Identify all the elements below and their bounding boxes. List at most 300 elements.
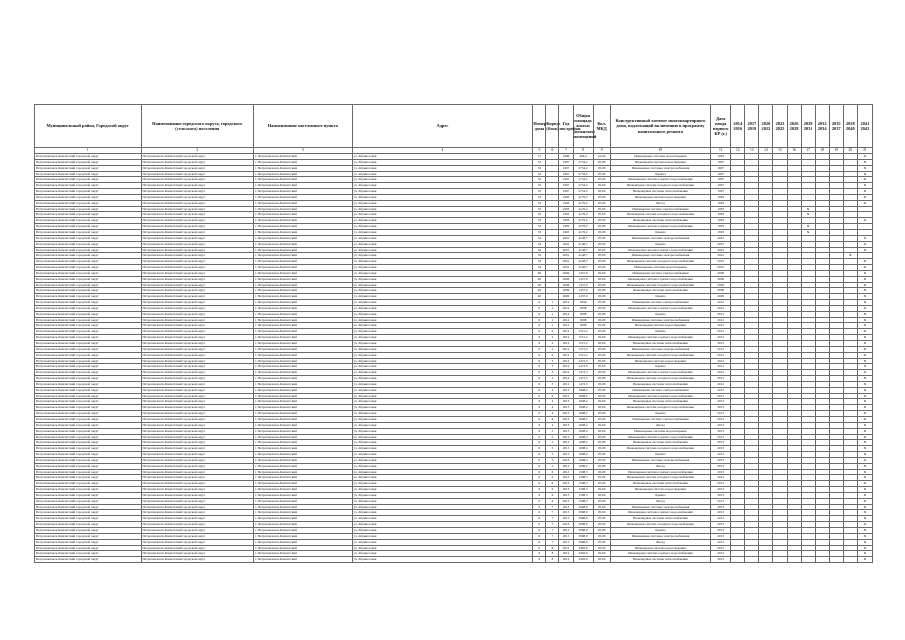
cell-build-year: 2012 [559,381,573,387]
cell-first-repair-year: 2012 [711,300,731,306]
cell-district: Петропавловск-Камчатский городской округ [35,358,142,364]
cell-period-mark [759,557,773,563]
cell-street: ул. Абрикосовая [352,259,533,265]
cell-area: 1848,2 [573,422,593,428]
cell-period-mark: X [857,235,872,241]
column-header: 2029 2031 [801,105,815,148]
cell-period-mark: X [857,276,872,282]
cell-district: Петропавловск-Камчатский городской округ [35,393,142,399]
cell-first-repair-year: 2013 [711,422,731,428]
cell-street: ул. Абрикосовая [352,247,533,253]
cell-block: 1 [546,317,559,323]
cell-block: 4 [546,422,559,428]
cell-settlement: Петропавловск-Камчатский городской округ [141,481,254,487]
cell-first-repair-year: 2012 [711,341,731,347]
cell-area: 3098 [573,323,593,329]
cell-house-number: 6 [533,533,546,539]
cell-locality: г. Петропавловск-Камчатский [254,405,352,411]
cell-period-mark: X [857,399,872,405]
column-number: 4 [352,148,533,154]
cell-settlement: Петропавловск-Камчатский городской округ [141,422,254,428]
cell-period-mark: X [857,288,872,294]
cell-area: 3968,0 [573,510,593,516]
cell-structural-element: Инженерная система водоотведения [610,487,710,493]
cell-build-year: 2013 [559,463,573,469]
cell-period-mark: X [857,492,872,498]
cell-build-year: 2013 [559,487,573,493]
cell-house-number: 6 [533,399,546,405]
cell-district: Петропавловск-Камчатский городской округ [35,387,142,393]
cell-district: Петропавловск-Камчатский городской округ [35,200,142,206]
cell-structural-element: Инженерные системы электроснабжения [610,235,710,241]
cell-settlement: Петропавловск-Камчатский городской округ [141,352,254,358]
cell-build-year: 1993 [559,206,573,212]
cell-settlement: Петропавловск-Камчатский городской округ [141,346,254,352]
column-header: 2038 2040 [843,105,857,148]
cell-first-repair-year: 2012 [711,311,731,317]
cell-first-repair-year: 2012 [711,305,731,311]
cell-street: ул. Абрикосовая [352,241,533,247]
cell-settlement: Петропавловск-Камчатский городской округ [141,229,254,235]
cell-first-repair-year: 1997 [711,165,731,171]
cell-period-mark: X [857,416,872,422]
cell-settlement: Петропавловск-Камчатский городской округ [141,539,254,545]
cell-house-number: 32 [533,165,546,171]
cell-district: Петропавловск-Камчатский городской округ [35,481,142,487]
cell-locality: г. Петропавловск-Камчатский [254,229,352,235]
cell-house-number: 6 [533,539,546,545]
cell-area: 1515,2 [573,352,593,358]
cell-street: ул. Абрикосовая [352,481,533,487]
cell-settlement: Петропавловск-Камчатский городской округ [141,341,254,347]
cell-structural-element: Инженерные системы электроснабжения [610,317,710,323]
cell-locality: г. Петропавловск-Камчатский [254,545,352,551]
cell-building-count: 05,00 [593,259,610,265]
column-number: 1 [35,148,142,154]
cell-first-repair-year: 2012 [711,381,731,387]
cell-period-mark: X [857,200,872,206]
cell-structural-element: Инженерная система горячего водоснабжения [610,224,710,230]
column-header: Кол. МКД [593,105,610,148]
cell-first-repair-year: 1993 [711,224,731,230]
cell-structural-element: Фасад [610,539,710,545]
cell-locality: г. Петропавловск-Камчатский [254,346,352,352]
cell-district: Петропавловск-Камчатский городской округ [35,177,142,183]
cell-house-number: 6 [533,370,546,376]
cell-street: ул. Абрикосовая [352,177,533,183]
cell-period-mark: X [801,229,815,235]
cell-structural-element: Инженерные системы теплоснабжения [610,189,710,195]
cell-period-mark [731,557,745,563]
cell-locality: г. Петропавловск-Камчатский [254,294,352,300]
cell-build-year: 2013 [559,434,573,440]
cell-area: 4148,7 [573,247,593,253]
cell-settlement: Петропавловск-Камчатский городской округ [141,300,254,306]
cell-structural-element: Инженерные системы теплоснабжения [610,557,710,563]
cell-area: 3402,9 [573,551,593,557]
cell-build-year: 2006 [559,276,573,282]
cell-house-number: 6 [533,516,546,522]
cell-locality: г. Петропавловск-Камчатский [254,259,352,265]
cell-block: 5 [546,428,559,434]
cell-structural-element: Крыша [610,411,710,417]
cell-first-repair-year: 2013 [711,492,731,498]
cell-structural-element: Инженерная система холодного водоснабжения [610,446,710,452]
cell-building-count: 05,00 [593,300,610,306]
cell-street: ул. Абрикосовая [352,399,533,405]
cell-build-year: 2013 [559,498,573,504]
cell-street: ул. Абрикосовая [352,341,533,347]
column-number: 7 [559,148,573,154]
cell-building-count: 05,00 [593,405,610,411]
cell-build-year: 2013 [559,452,573,458]
cell-build-year: 2012 [559,311,573,317]
cell-locality: г. Петропавловск-Камчатский [254,224,352,230]
cell-period-mark: X [857,346,872,352]
cell-area: 1472,3 [573,370,593,376]
cell-first-repair-year: 2006 [711,294,731,300]
cell-district: Петропавловск-Камчатский городской округ [35,381,142,387]
cell-first-repair-year: 2012 [711,557,731,563]
cell-house-number: 6 [533,487,546,493]
cell-house-number: 32 [533,189,546,195]
cell-settlement: Петропавловск-Камчатский городской округ [141,376,254,382]
cell-locality: г. Петропавловск-Камчатский [254,177,352,183]
cell-first-repair-year: 2013 [711,498,731,504]
column-header: Адрес [352,105,533,148]
cell-settlement: Петропавловск-Камчатский городской округ [141,469,254,475]
cell-area: 1515,2 [573,335,593,341]
cell-area: 4176,2 [573,224,593,230]
cell-build-year: 2006 [559,282,573,288]
cell-street: ул. Абрикосовая [352,218,533,224]
cell-build-year: 2012 [559,370,573,376]
cell-build-year: 2013 [559,492,573,498]
cell-area: 1608,4 [573,434,593,440]
cell-structural-element: Инженерная система электроснабжения [610,206,710,212]
cell-structural-element: Инженерная система холодного водоснабжения [610,475,710,481]
cell-first-repair-year: 2001 [711,241,731,247]
cell-first-repair-year: 2012 [711,335,731,341]
cell-build-year: 1997 [559,165,573,171]
cell-building-count: 05,00 [593,346,610,352]
column-number: 21 [857,148,872,154]
cell-build-year: 2012 [559,317,573,323]
cell-build-year: 2013 [559,510,573,516]
cell-block: 7 [546,533,559,539]
cell-first-repair-year: 2013 [711,510,731,516]
cell-period-mark: X [857,440,872,446]
cell-settlement: Петропавловск-Камчатский городской округ [141,416,254,422]
cell-settlement: Петропавловск-Камчатский городской округ [141,224,254,230]
cell-area: 1848,2 [573,393,593,399]
cell-first-repair-year: 2013 [711,416,731,422]
cell-build-year: 2013 [559,528,573,534]
cell-house-number: 40 [533,294,546,300]
cell-structural-element: Инженерная система холодного водоснабжения [610,212,710,218]
cell-period-mark: X [857,317,872,323]
cell-area: 1515,2 [573,346,593,352]
cell-house-number: 6 [533,335,546,341]
column-header: Наименование городского округа, городского (сельского) поселения [141,105,254,148]
cell-district: Петропавловск-Камчатский городской округ [35,341,142,347]
cell-block: 7 [546,510,559,516]
cell-building-count: 05,00 [593,294,610,300]
cell-settlement: Петропавловск-Камчатский городской округ [141,259,254,265]
cell-house-number: 34 [533,235,546,241]
cell-street: ул. Абрикосовая [352,352,533,358]
cell-settlement: Петропавловск-Камчатский городской округ [141,218,254,224]
cell-first-repair-year: 2013 [711,539,731,545]
cell-build-year: 2013 [559,481,573,487]
cell-area: 2754,2 [573,165,593,171]
cell-street: ул. Абрикосовая [352,229,533,235]
cell-district: Петропавловск-Камчатский городской округ [35,469,142,475]
cell-locality: г. Петропавловск-Камчатский [254,370,352,376]
cell-settlement: Петропавловск-Камчатский городской округ [141,528,254,534]
cell-building-count: 05,00 [593,206,610,212]
cell-locality: г. Петропавловск-Камчатский [254,323,352,329]
column-number: 20 [843,148,857,154]
cell-street: ул. Абрикосовая [352,457,533,463]
cell-block: 3 [546,381,559,387]
cell-area: 3098 [573,311,593,317]
cell-house-number: 6 [533,528,546,534]
cell-area: 1472,3 [573,376,593,382]
cell-first-repair-year: 2012 [711,370,731,376]
cell-house-number: 6 [533,387,546,393]
cell-locality: г. Петропавловск-Камчатский [254,422,352,428]
cell-build-year: 2001 [559,247,573,253]
cell-house-number: 6 [533,434,546,440]
cell-build-year: 1997 [559,171,573,177]
cell-house-number: 33 [533,212,546,218]
cell-first-repair-year: 2006 [711,270,731,276]
cell-block: 6 [546,492,559,498]
cell-period-mark [745,557,759,563]
cell-build-year: 2001 [559,259,573,265]
cell-street: ул. Абрикосовая [352,387,533,393]
cell-house-number: 6 [533,405,546,411]
cell-house-number: 6 [533,376,546,382]
cell-build-year: 2013 [559,411,573,417]
cell-area: 2754,2 [573,177,593,183]
cell-period-mark: X [857,341,872,347]
column-header: 2032 2034 [815,105,829,148]
cell-period-mark: X [857,387,872,393]
cell-building-count: 05,00 [593,510,610,516]
cell-street: ул. Абрикосовая [352,416,533,422]
cell-area: 4176,2 [573,218,593,224]
cell-period-mark: X [857,422,872,428]
cell-district: Петропавловск-Камчатский городской округ [35,300,142,306]
cell-block: 6 [546,469,559,475]
cell-locality: г. Петропавловск-Камчатский [254,557,352,563]
cell-structural-element: Инженерные системы электроснабжения [610,346,710,352]
cell-period-mark: X [857,165,872,171]
cell-district: Петропавловск-Камчатский городской округ [35,498,142,504]
cell-area: 1457,0 [573,270,593,276]
cell-period-mark: X [857,171,872,177]
cell-block: 3 [546,376,559,382]
cell-structural-element: Инженерная система холодного водоснабжения [610,352,710,358]
cell-first-repair-year: 2013 [711,487,731,493]
cell-area: 3968,0 [573,533,593,539]
cell-settlement: Петропавловск-Камчатский городской округ [141,516,254,522]
cell-settlement: Петропавловск-Камчатский городской округ [141,452,254,458]
cell-building-count: 05,00 [593,551,610,557]
cell-area: 4176,2 [573,206,593,212]
cell-structural-element: Инженерная система горячего водоснабжения [610,305,710,311]
cell-house-number: 6 [533,428,546,434]
cell-structural-element: Инженерная система горячего водоснабжения [610,177,710,183]
cell-period-mark: X [857,539,872,545]
cell-building-count: 05,00 [593,265,610,271]
cell-area: 1457,0 [573,276,593,282]
cell-settlement: Петропавловск-Камчатский городской округ [141,335,254,341]
cell-structural-element: Инженерная система горячего водоснабжения [610,469,710,475]
cell-build-year: 2013 [559,469,573,475]
cell-structural-element: Инженерная система горячего водоснабжения [610,247,710,253]
cell-structural-element: Инженерная система горячего водоснабжения [610,370,710,376]
cell-building-count: 05,00 [593,305,610,311]
cell-structural-element: Инженерная система водоотведения [610,194,710,200]
cell-block: 7 [546,528,559,534]
cell-first-repair-year: 1997 [711,159,731,165]
cell-building-count: 05,00 [593,411,610,417]
cell-settlement: Петропавловск-Камчатский городской округ [141,370,254,376]
cell-first-repair-year: 2013 [711,533,731,539]
cell-structural-element: Инженерные системы электроснабжения [610,457,710,463]
cell-locality: г. Петропавловск-Камчатский [254,194,352,200]
cell-locality: г. Петропавловск-Камчатский [254,487,352,493]
cell-building-count: 01,00 [593,154,610,160]
cell-settlement: Петропавловск-Камчатский городской округ [141,434,254,440]
cell-build-year: 2013 [559,399,573,405]
cell-house-number: 40 [533,270,546,276]
cell-settlement: Петропавловск-Камчатский городской округ [141,381,254,387]
cell-building-count: 05,00 [593,288,610,294]
cell-build-year: 2012 [559,551,573,557]
cell-house-number: 6 [533,498,546,504]
cell-period-mark: X [857,247,872,253]
cell-building-count: 05,00 [593,422,610,428]
cell-structural-element: Крыша [610,452,710,458]
cell-period-mark: X [857,381,872,387]
cell-building-count: 05,00 [593,358,610,364]
cell-period-mark [801,557,815,563]
cell-period-mark: X [843,253,857,259]
cell-build-year: 1960 [559,154,573,160]
cell-street: ул. Абрикосовая [352,335,533,341]
cell-building-count: 05,00 [593,335,610,341]
cell-block: 1 [546,311,559,317]
cell-structural-element: Крыша [610,241,710,247]
cell-first-repair-year: 2013 [711,387,731,393]
table-row [35,557,873,563]
cell-street: ул. Абрикосовая [352,533,533,539]
cell-area: 484,0 [573,154,593,160]
cell-first-repair-year: 2012 [711,329,731,335]
cell-district: Петропавловск-Камчатский городской округ [35,475,142,481]
cell-locality: г. Петропавловск-Камчатский [254,270,352,276]
cell-period-mark: X [857,335,872,341]
cell-building-count: 05,00 [593,522,610,528]
cell-block: 6 [546,481,559,487]
cell-first-repair-year: 1997 [711,183,731,189]
cell-structural-element: Инженерная система холодного водоснабжения [610,183,710,189]
cell-build-year: 1993 [559,194,573,200]
cell-house-number: 33 [533,194,546,200]
cell-first-repair-year: 2013 [711,469,731,475]
cell-settlement: Петропавловск-Камчатский городской округ [141,533,254,539]
cell-area: 1848,2 [573,416,593,422]
cell-block: 2 [546,341,559,347]
cell-district: Петропавловск-Камчатский городской округ [35,510,142,516]
cell-house-number: 6 [533,422,546,428]
cell-district: Петропавловск-Камчатский городской округ [35,487,142,493]
cell-build-year: 1997 [559,189,573,195]
cell-structural-element: Инженерная система электроснабжения [610,300,710,306]
cell-area: 3968,0 [573,516,593,522]
cell-period-mark: X [857,189,872,195]
cell-area: 4148,7 [573,259,593,265]
cell-street: ул. Абрикосовая [352,516,533,522]
cell-street: ул. Абрикосовая [352,253,533,259]
cell-period-mark: X [857,481,872,487]
cell-first-repair-year: 2013 [711,481,731,487]
cell-first-repair-year: 2013 [711,463,731,469]
cell-locality: г. Петропавловск-Камчатский [254,528,352,534]
cell-settlement: Петропавловск-Камчатский городской округ [141,270,254,276]
cell-period-mark: X [857,194,872,200]
cell-street: ул. Абрикосовая [352,539,533,545]
cell-period-mark: X [857,475,872,481]
cell-street: ул. Абрикосовая [352,428,533,434]
cell-locality: г. Петропавловск-Камчатский [254,159,352,165]
cell-period-mark: X [857,504,872,510]
cell-district: Петропавловск-Камчатский городской округ [35,224,142,230]
cell-period-mark: X [857,311,872,317]
cell-build-year: 2001 [559,253,573,259]
cell-period-mark: X [801,212,815,218]
cell-settlement: Петропавловск-Камчатский городской округ [141,393,254,399]
cell-building-count: 05,00 [593,416,610,422]
cell-settlement: Петропавловск-Камчатский городской округ [141,487,254,493]
cell-street: ул. Абрикосовая [352,370,533,376]
cell-building-count: 05,00 [593,457,610,463]
cell-area: 1848,2 [573,399,593,405]
cell-block: 2 [546,335,559,341]
cell-period-mark: X [857,154,872,160]
cell-street: ул. Абрикосовая [352,376,533,382]
cell-period-mark: X [857,259,872,265]
cell-first-repair-year: 2013 [711,428,731,434]
cell-district: Петропавловск-Камчатский городской округ [35,416,142,422]
cell-locality: г. Петропавловск-Камчатский [254,475,352,481]
cell-street: ул. Абрикосовая [352,545,533,551]
cell-area: 1598,3 [573,481,593,487]
cell-building-count: 05,00 [593,399,610,405]
cell-settlement: Петропавловск-Камчатский городской округ [141,358,254,364]
cell-area: 1608,4 [573,452,593,458]
cell-structural-element: Фасад [610,463,710,469]
cell-street: ул. Абрикосовая [352,557,533,563]
cell-block: 4 [546,416,559,422]
cell-area: 2754,2 [573,189,593,195]
cell-house-number: 34 [533,265,546,271]
cell-locality: г. Петропавловск-Камчатский [254,165,352,171]
